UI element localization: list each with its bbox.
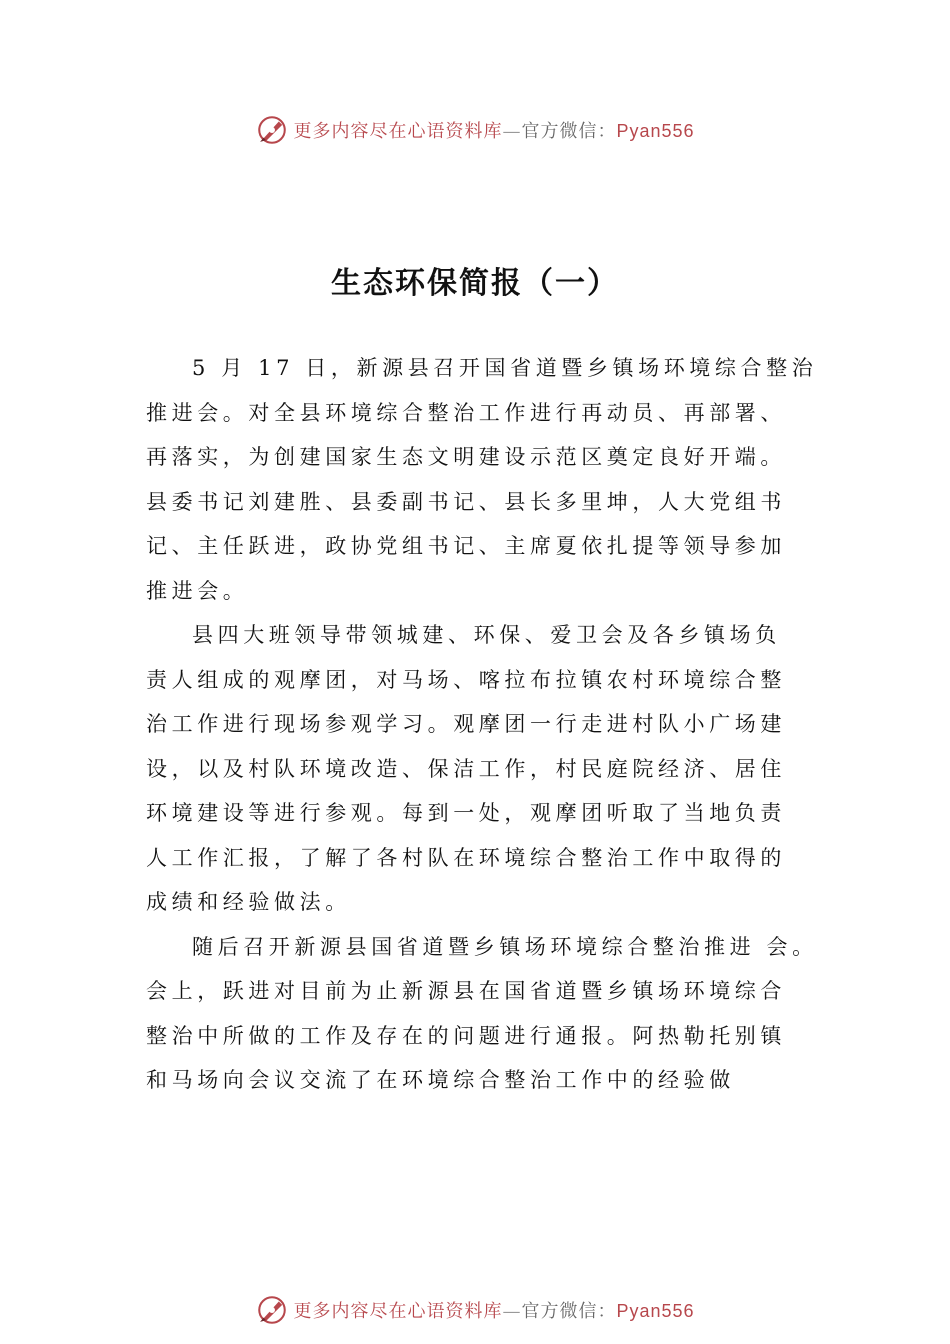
paragraph-line: 整治中所做的工作及存在的问题进行通报。阿热勒托别镇 [146, 1023, 786, 1048]
paragraph-line: 设，以及村队环境改造、保洁工作，村民庭院经济、居住 [146, 756, 786, 781]
banner-official-label: 官方微信： [521, 121, 617, 142]
paragraph-line: 推进会。 [146, 578, 249, 603]
paragraph-line: 和马场向会议交流了在环境综合整治工作中的经验做 [146, 1068, 735, 1092]
paragraph-line: 再落实，为创建国家生态文明建设示范区奠定良好开端。 [146, 445, 786, 469]
banner-brand: 更多内容尽在心语资料库 [293, 121, 503, 142]
paragraph-line: 推进会。对全县环境综合整治工作进行再动员、再部署、 [146, 400, 786, 425]
banner-brand: 更多内容尽在心语资料库 [293, 1301, 503, 1322]
paragraph-line: 会上，跃进对目前为止新源县在国省道暨乡镇场环境综合 [146, 979, 786, 1003]
banner-official-label: 官方微信： [521, 1301, 617, 1322]
banner-text [293, 117, 694, 143]
header-banner [0, 110, 950, 150]
paragraph-line: 县四大班领导带领城建、环保、爱卫会及各乡镇场负 [192, 623, 781, 647]
paragraph-line: 环境建设等进行参观。每到一处，观摩团听取了当地负责 [146, 801, 786, 825]
banner-text [293, 1297, 694, 1323]
paragraph-line: 成绩和经验做法。 [146, 890, 351, 914]
banner-wechat-id: Pyan556 [616, 121, 695, 141]
paragraph-line: 责人组成的观摩团，对马场、喀拉布拉镇农村环境综合整 [146, 667, 786, 692]
document-title: 生态环保简报（一） [331, 266, 619, 301]
banner-dash: — [502, 1301, 522, 1322]
banner-dash: — [502, 121, 522, 142]
banner-wechat-id: Pyan556 [616, 1301, 695, 1321]
paragraph-line: 随后召开新源县国省道暨乡镇场环境综合整治推进 会。 [192, 934, 818, 959]
pen-logo-icon [255, 113, 289, 147]
paragraph-line: 5 月 17 日，新源县召开国省道暨乡镇场环境综合整治 [192, 356, 818, 380]
paragraph-line: 记、主任跃进，政协党组书记、主席夏依扎提等领导参加 [146, 534, 786, 558]
pen-logo-icon [255, 1293, 289, 1327]
paragraph-line: 治工作进行现场参观学习。观摩团一行走进村队小广场建 [146, 712, 786, 736]
footer-banner [0, 1290, 950, 1330]
document-body [146, 346, 818, 1103]
paragraph-line: 县委书记刘建胜、县委副书记、县长多里坤，人大党组书 [146, 489, 786, 514]
paragraph-line: 人工作汇报，了解了各村队在环境综合整治工作中取得的 [146, 845, 786, 870]
